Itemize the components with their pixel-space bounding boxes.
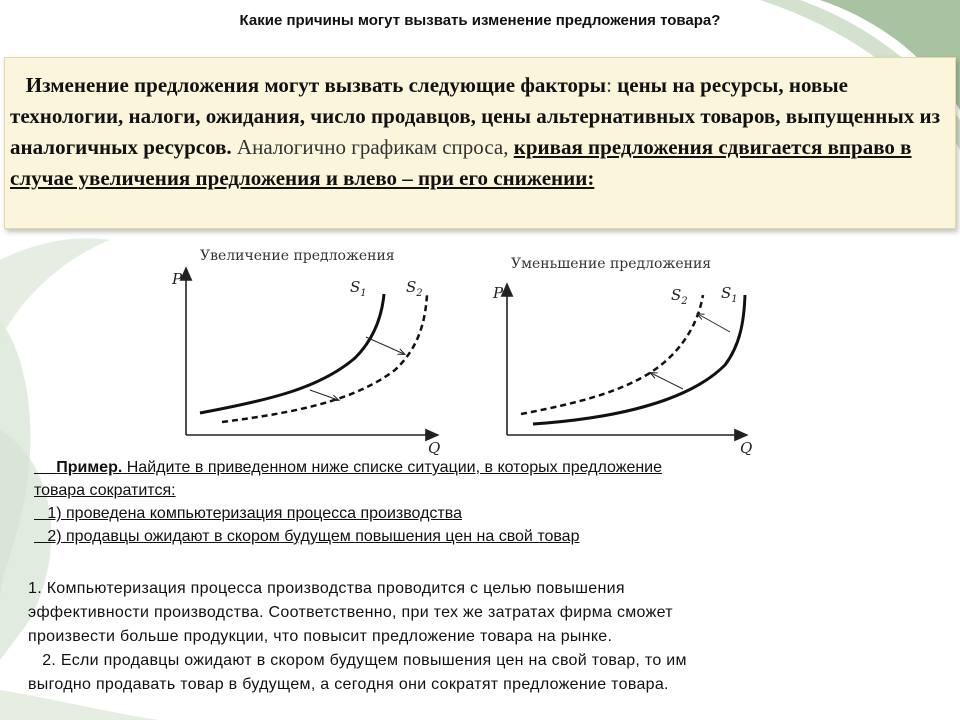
- chart2-shift-arrow-upper: [698, 314, 730, 332]
- answer-block: [28, 577, 928, 697]
- chart1-curve-s1: [200, 294, 384, 413]
- chart2-s2-label: $S_2$: [671, 286, 688, 307]
- chart1-y-label: P: [172, 270, 183, 288]
- example-option-1: 1) проведена компьютеризация процесса производства: [34, 505, 462, 522]
- chart1-shift-arrow-lower: [310, 390, 338, 400]
- callout-text: [10, 70, 955, 194]
- callout-colon: :: [606, 73, 618, 97]
- chart-supply-decrease: [485, 240, 775, 460]
- callout-factors: цены на ресурсы, новые технологии, налоги, ожидания, число продавцов, цены альтернативных товаров, выпущенных из аналогичных ресурсов.: [10, 73, 941, 159]
- callout-part1: Изменение предложения могут вызвать следующие факторы: [25, 73, 607, 97]
- chart1-x-label: Q: [428, 439, 441, 455]
- answer-line-5: выгодно продавать товар в будущем, а сегодня они сократят предложение товара.: [28, 676, 669, 693]
- chart2-shift-arrow-lower: [651, 373, 683, 389]
- chart2-s1-label: $S_1$: [721, 284, 738, 305]
- callout-analogy: Аналогично графикам спроса,: [231, 135, 514, 159]
- chart2-x-label: Q: [740, 439, 753, 455]
- example-line-1: Пример. Найдите в приведенном ниже списке ситуации, в которых предложение: [56, 459, 663, 476]
- answer-line-1: 1. Компьютеризация процесса производства проводится с целью повышения: [28, 580, 625, 597]
- example-block: [34, 456, 894, 548]
- slide-title: Какие причины могут вызвать изменение предложения товара?: [239, 12, 721, 29]
- example-option-2: 2) продавцы ожидают в скором будущем повышения цен на свой товар: [34, 528, 580, 545]
- chart1-s2-label: $S_2$: [406, 278, 423, 299]
- chart1-shift-arrow-upper: [366, 337, 404, 354]
- example-label: Пример.: [56, 459, 123, 476]
- answer-line-3: произвести больше продукции, что повысит предложение товара на рынке.: [28, 628, 613, 645]
- example-line-2: товара сократится:: [34, 482, 176, 499]
- callout-shift-rule: кривая предложения сдвигается вправо в случае увеличения предложения и влево – при его снижении:: [10, 135, 912, 190]
- chart1-s1-label: $S_1$: [350, 278, 367, 299]
- chart2-y-label: P: [493, 284, 504, 302]
- chart-supply-increase: [160, 240, 450, 460]
- answer-line-2: эффективности производства. Соответственно, при тех же затратах фирма сможет: [28, 604, 673, 621]
- chart2-title: Уменьшение предложения: [511, 256, 712, 272]
- answer-line-4: 2. Если продавцы ожидают в скором будущем повышения цен на свой товар, то им: [28, 652, 687, 669]
- chart1-title: Увеличение предложения: [200, 248, 395, 264]
